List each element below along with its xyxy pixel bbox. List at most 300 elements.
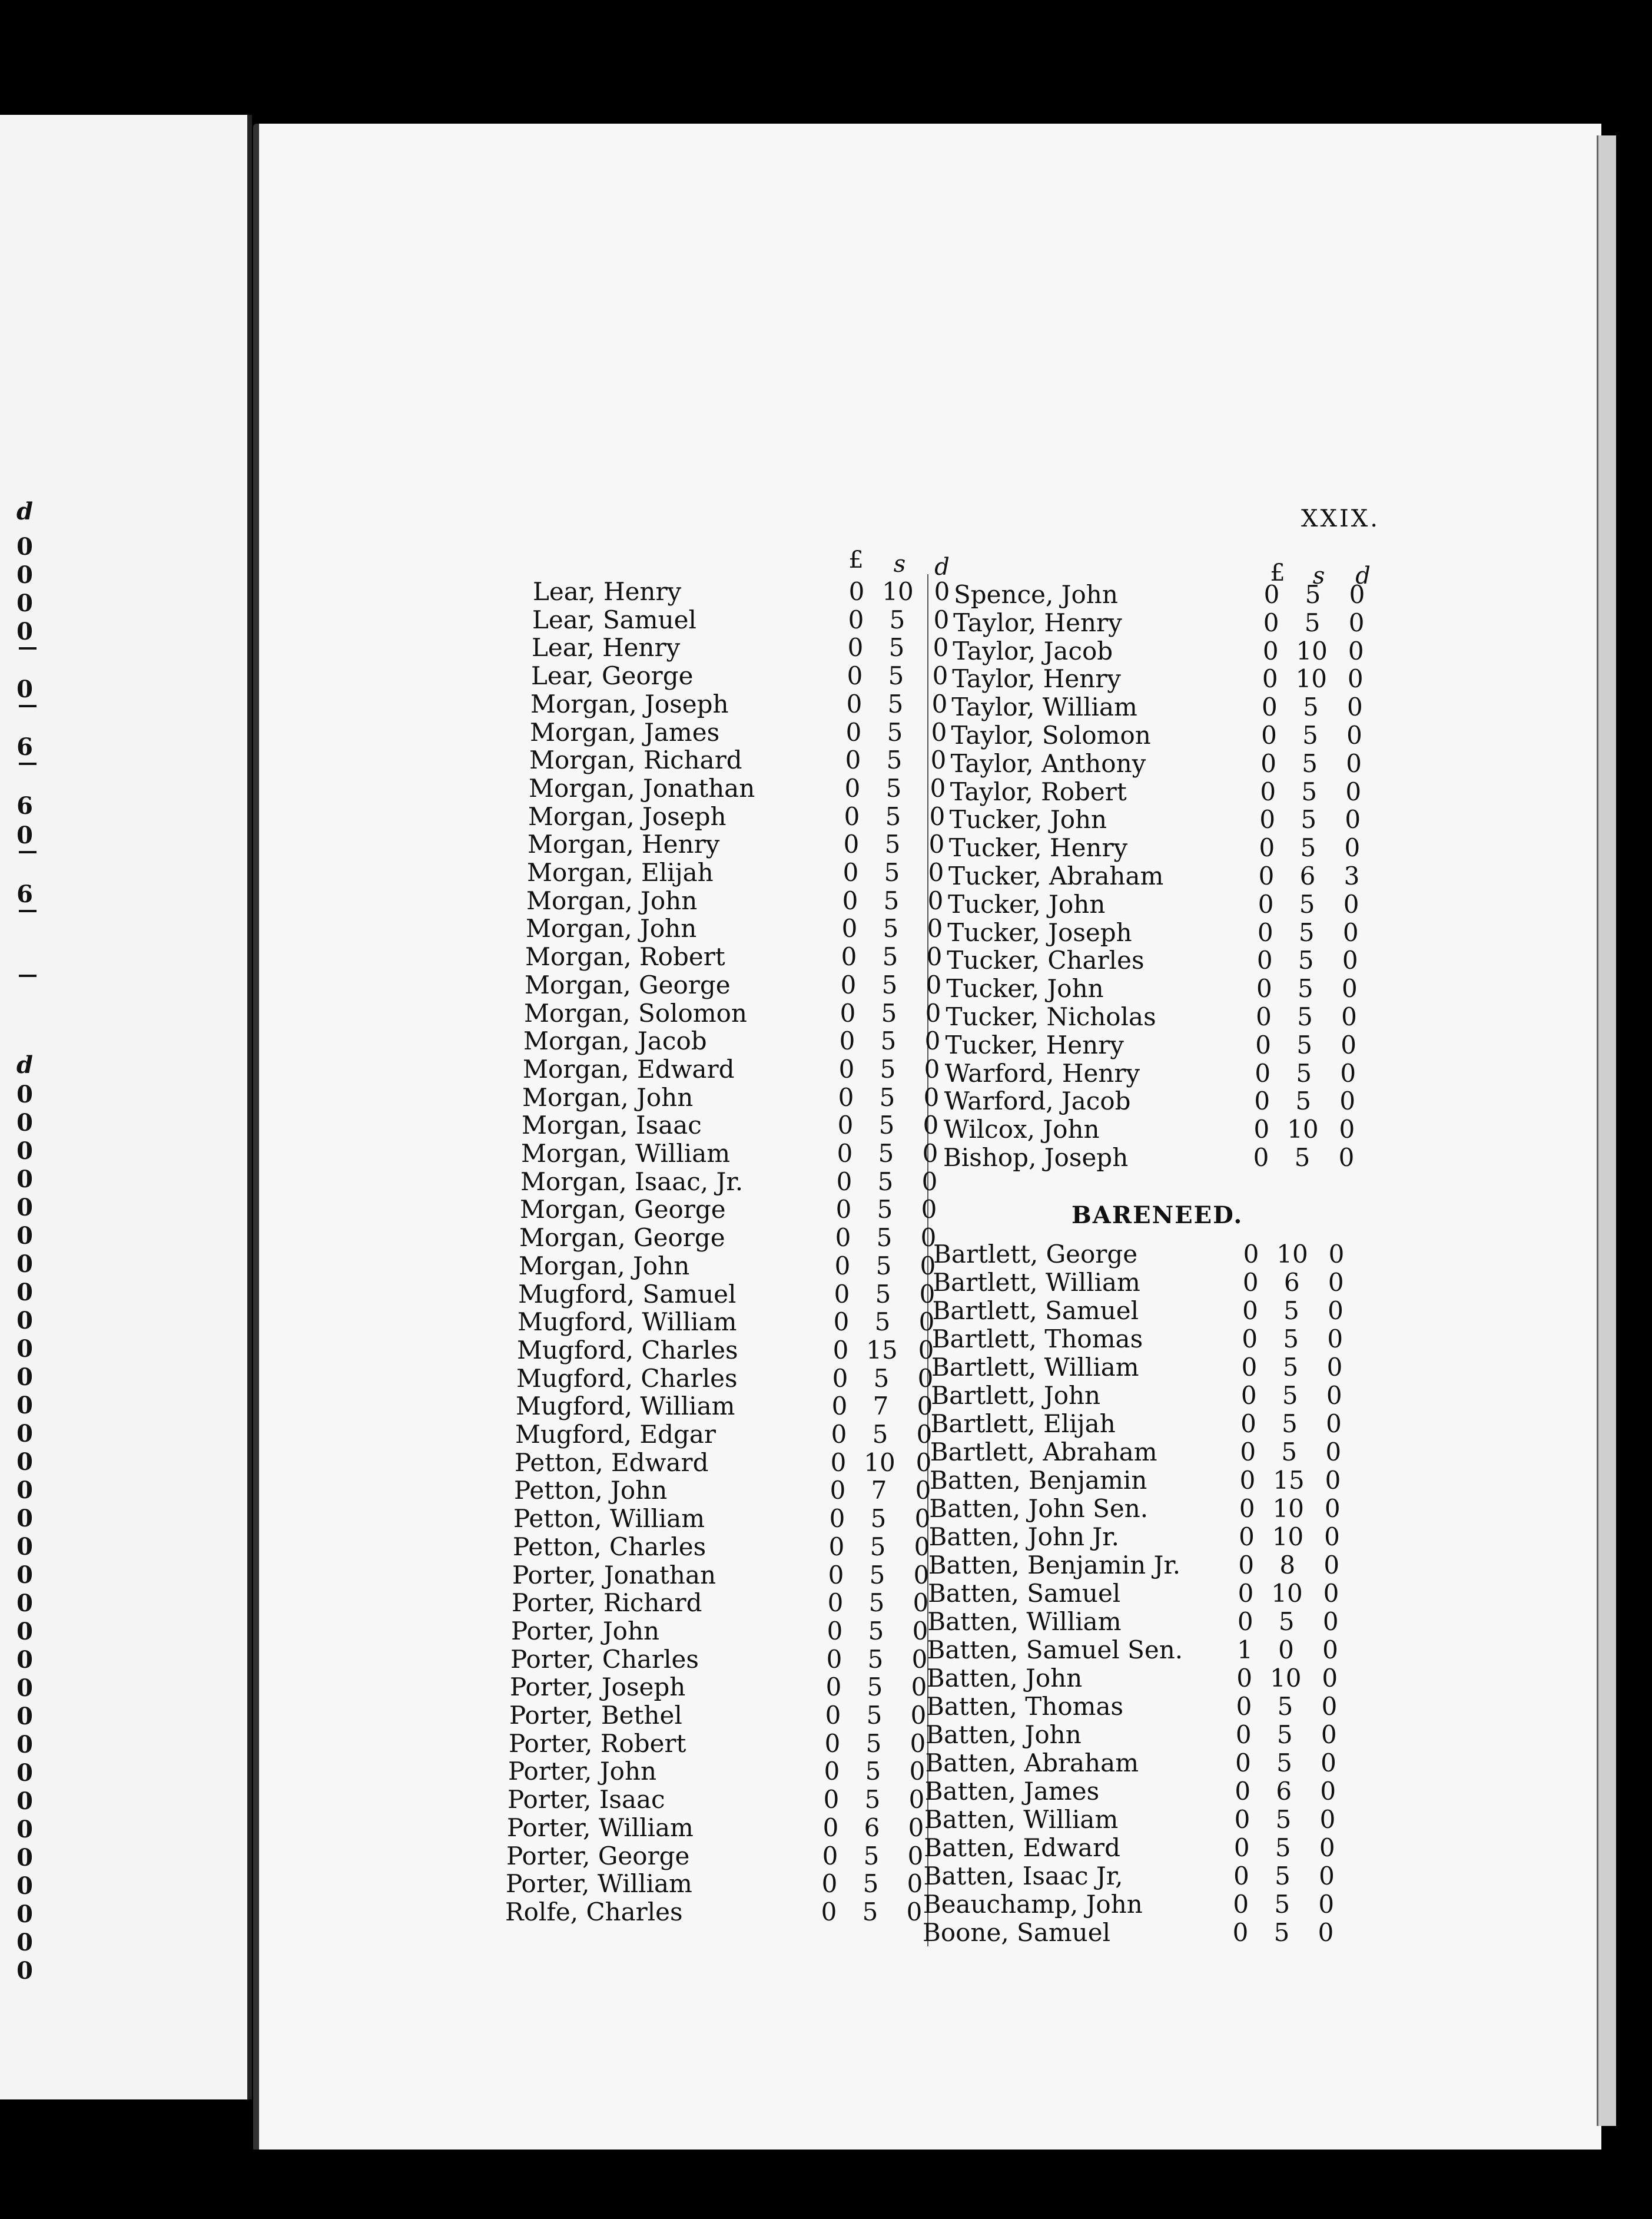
entry-shillings: 5 <box>1298 974 1313 1003</box>
entry-shillings: 10 <box>1271 1579 1303 1608</box>
list-entry <box>954 580 1652 608</box>
entry-pence: 0 <box>929 802 946 831</box>
entry-name: Porter, Isaac <box>507 1785 665 1814</box>
entry-pounds: 0 <box>1235 1777 1251 1806</box>
entry-name: Lear, Henry <box>533 577 682 606</box>
left-pence-value: 0 <box>16 1759 33 1787</box>
entry-name: Wilcox, John <box>943 1115 1100 1144</box>
entry-pounds: 0 <box>1262 664 1278 694</box>
entry-name: Porter, William <box>507 1813 694 1842</box>
entry-name: Taylor, Henry <box>952 664 1122 694</box>
entry-shillings: 7 <box>871 1476 887 1505</box>
left-pence-value: 0 <box>16 1448 33 1476</box>
left-pence-column <box>13 115 37 2058</box>
left-rule <box>19 910 37 912</box>
entry-pence: 0 <box>1325 1438 1342 1466</box>
entry-pounds: 0 <box>1233 1862 1249 1890</box>
entry-pounds: 0 <box>1259 833 1275 863</box>
entry-shillings: 5 <box>1283 1296 1299 1325</box>
entry-shillings: 10 <box>864 1448 895 1477</box>
entry-shillings: 5 <box>886 746 903 775</box>
entry-pence: 0 <box>927 914 943 943</box>
entry-name: Porter, Charles <box>510 1644 699 1674</box>
entry-pounds: 0 <box>1237 1607 1253 1636</box>
list-entry <box>946 1002 1652 1031</box>
entry-name: Taylor, Anthony <box>950 749 1146 778</box>
entry-pounds: 0 <box>1232 1918 1249 1947</box>
page-number: XXIX. <box>1301 505 1380 532</box>
entry-pence: 0 <box>1318 1918 1334 1947</box>
entry-pounds: 0 <box>1260 749 1276 778</box>
entry-pounds: 0 <box>828 1532 845 1561</box>
entry-shillings: 5 <box>1275 1805 1292 1834</box>
entry-name: Batten, Isaac Jr, <box>923 1862 1123 1890</box>
entry-pounds: 0 <box>829 1504 845 1534</box>
entry-name: Batten, Abraham <box>925 1748 1139 1777</box>
left-pence-value: 0 <box>16 1420 33 1448</box>
list-entry <box>925 1777 1631 1805</box>
entry-pence: 0 <box>1321 1692 1338 1721</box>
entry-name: Rolfe, Charles <box>505 1897 683 1926</box>
entry-pence: 0 <box>1324 1522 1340 1551</box>
entry-name: Morgan, Joseph <box>530 689 729 718</box>
entry-name: Spence, John <box>954 580 1118 609</box>
list-entry <box>927 1607 1634 1635</box>
left-pence-value: 0 <box>16 1533 33 1561</box>
left-pence-value: 0 <box>16 1957 33 1985</box>
entry-shillings: 5 <box>877 1195 893 1224</box>
entry-shillings: 5 <box>887 689 904 718</box>
entry-pounds: 0 <box>827 1588 844 1618</box>
left-rule <box>19 975 37 977</box>
entry-shillings: 5 <box>1296 1058 1312 1088</box>
entry-pence: 0 <box>1325 1466 1341 1495</box>
list-entry <box>946 1031 1652 1059</box>
entry-shillings: 5 <box>874 1307 891 1337</box>
entry-shillings: 5 <box>881 970 898 999</box>
entry-pounds: 0 <box>838 1054 855 1084</box>
entry-pounds: 0 <box>845 717 862 747</box>
entry-shillings: 10 <box>882 577 914 606</box>
entry-pounds: 0 <box>1242 1268 1259 1297</box>
left-pence-value: 6 <box>16 880 33 908</box>
entry-shillings: 5 <box>868 1588 885 1618</box>
left-pence-value: 0 <box>16 1476 33 1504</box>
entry-pounds: 0 <box>833 1307 850 1337</box>
entry-pence: 0 <box>1322 1664 1338 1693</box>
left-page-fragment <box>0 115 252 2099</box>
entry-pounds: 0 <box>1255 1058 1271 1088</box>
entry-pounds: 0 <box>846 689 863 718</box>
entry-pounds: 1 <box>1237 1635 1253 1664</box>
list-entry <box>932 1324 1638 1353</box>
left-pence-value: 0 <box>16 1674 33 1702</box>
entry-shillings: 6 <box>1276 1777 1292 1806</box>
entry-name: Batten, John <box>925 1720 1082 1749</box>
entry-pence: 0 <box>928 858 944 887</box>
entry-pounds: 0 <box>825 1672 842 1702</box>
list-entry <box>520 1195 1226 1223</box>
entry-shillings: 5 <box>888 661 904 691</box>
left-pence-value: 0 <box>16 1165 33 1193</box>
entry-name: Morgan, William <box>521 1139 731 1168</box>
left-pence-value: 0 <box>16 1844 33 1872</box>
entry-name: Batten, Benjamin Jr. <box>928 1551 1181 1579</box>
entry-name: Porter, John <box>511 1616 660 1645</box>
entry-name: Porter, William <box>506 1869 692 1899</box>
entry-pence: 0 <box>924 1054 940 1084</box>
entry-name: Bishop, Joseph <box>943 1143 1129 1172</box>
entry-name: Morgan, James <box>530 717 720 747</box>
entry-shillings: 5 <box>884 830 901 859</box>
entry-pounds: 0 <box>1253 1115 1270 1144</box>
entry-pence: 0 <box>1321 1748 1336 1777</box>
entry-shillings: 5 <box>1296 1030 1312 1059</box>
entry-name: Bartlett, John <box>931 1381 1101 1410</box>
entry-name: Morgan, George <box>519 1223 725 1253</box>
col2-pence-header: d <box>1355 562 1371 589</box>
entry-shillings: 5 <box>875 1279 891 1309</box>
entry-shillings: 10 <box>1270 1664 1302 1693</box>
entry-name: Morgan, Solomon <box>524 998 747 1028</box>
entry-pounds: 0 <box>832 1335 849 1364</box>
entry-pounds: 0 <box>1262 693 1278 722</box>
entry-shillings: 5 <box>1301 805 1317 834</box>
entry-name: Lear, George <box>531 661 694 691</box>
entry-pounds: 0 <box>834 1251 851 1280</box>
entry-pence: 0 <box>1326 1353 1343 1382</box>
list-entry <box>953 608 1652 637</box>
entry-name: Lear, Samuel <box>532 605 696 634</box>
left-pence-value: 0 <box>16 1872 33 1900</box>
entry-name: Mugford, William <box>518 1307 737 1337</box>
entry-name: Porter, Jonathan <box>512 1560 716 1589</box>
entry-pounds: 0 <box>1240 1409 1256 1438</box>
entry-pence: 0 <box>908 1813 924 1842</box>
entry-pence: 0 <box>1349 580 1365 609</box>
entry-shillings: 5 <box>883 914 899 943</box>
entry-name: Tucker, Abraham <box>948 862 1164 890</box>
entry-pence: 0 <box>920 1223 937 1253</box>
entry-shillings: 5 <box>880 1054 896 1084</box>
entry-name: Morgan, John <box>526 914 697 943</box>
entry-pounds: 0 <box>839 1026 855 1056</box>
entry-pounds: 0 <box>841 914 858 943</box>
entry-pence: 0 <box>1343 889 1359 919</box>
entry-pounds: 0 <box>1240 1438 1256 1466</box>
entry-pence: 0 <box>912 1616 928 1645</box>
entry-shillings: 5 <box>873 1363 890 1393</box>
entry-name: Batten, John Sen. <box>929 1494 1149 1523</box>
list-entry <box>927 1664 1633 1692</box>
entry-pounds: 0 <box>842 858 859 887</box>
left-pence-value: 0 <box>16 1109 33 1137</box>
left-pence-value: 0 <box>16 1335 33 1363</box>
entry-shillings: 5 <box>875 1251 892 1280</box>
entry-pence: 0 <box>915 1476 931 1505</box>
list-entry <box>928 1579 1634 1607</box>
entry-pence: 0 <box>933 605 950 634</box>
entry-name: Tucker, John <box>948 889 1106 919</box>
entry-pence: 0 <box>913 1588 929 1618</box>
entry-pence: 0 <box>931 717 947 747</box>
list-entry <box>933 1296 1639 1324</box>
list-entry <box>925 1720 1632 1748</box>
entry-pence: 0 <box>1327 1324 1344 1353</box>
entry-pence: 0 <box>913 1560 930 1589</box>
entry-pence: 0 <box>930 746 947 775</box>
entry-pence: 0 <box>1346 721 1362 750</box>
list-entry <box>950 777 1652 806</box>
entry-pence: 0 <box>928 830 945 859</box>
list-entry <box>951 693 1652 721</box>
entry-pence: 0 <box>915 1448 932 1477</box>
entry-pence: 0 <box>909 1757 925 1786</box>
entry-pounds: 0 <box>823 1785 840 1814</box>
entry-pence: 0 <box>1342 946 1358 975</box>
entry-shillings: 10 <box>1287 1115 1319 1144</box>
entry-pounds: 0 <box>1258 862 1275 890</box>
entry-shillings: 15 <box>866 1335 898 1364</box>
entry-pounds: 0 <box>1257 918 1273 947</box>
entry-name: Lear, Henry <box>532 633 681 663</box>
entry-pounds: 0 <box>1254 1087 1270 1116</box>
entry-pounds: 0 <box>830 1476 846 1505</box>
entry-name: Morgan, John <box>526 886 698 915</box>
entry-name: Boone, Samuel <box>923 1918 1111 1947</box>
entry-shillings: 6 <box>864 1813 880 1842</box>
entry-pounds: 0 <box>840 970 857 999</box>
entry-pence: 0 <box>910 1701 927 1730</box>
left-pence-value: 0 <box>16 1363 33 1391</box>
entry-pounds: 0 <box>1239 1522 1255 1551</box>
entry-name: Tucker, Joseph <box>947 918 1132 947</box>
left-pence-value: 0 <box>16 1392 33 1419</box>
left-pence-value: 0 <box>16 1250 33 1278</box>
entry-pounds: 0 <box>824 1757 840 1786</box>
entry-pounds: 0 <box>848 605 864 634</box>
entry-name: Warford, Henry <box>944 1058 1140 1088</box>
entry-pounds: 0 <box>827 1616 843 1645</box>
entry-shillings: 5 <box>1276 1720 1293 1749</box>
list-entry <box>950 805 1652 833</box>
entry-pence: 0 <box>922 1139 938 1168</box>
col1-pence-header: d <box>934 554 950 581</box>
entry-name: Morgan, Isaac <box>522 1111 702 1140</box>
entry-shillings: 5 <box>878 1139 894 1168</box>
entry-name: Mugford, Charles <box>517 1335 738 1364</box>
entry-name: Morgan, Elijah <box>527 858 714 887</box>
entry-name: Taylor, Jacob <box>953 636 1113 665</box>
entry-pence: 0 <box>916 1420 933 1449</box>
entry-pence: 0 <box>1339 1115 1355 1144</box>
entry-pence: 0 <box>930 773 946 803</box>
entry-shillings: 5 <box>1302 749 1318 778</box>
entry-name: Batten, William <box>927 1607 1122 1636</box>
entry-pence: 0 <box>917 1392 933 1421</box>
left-rule <box>19 763 37 765</box>
entry-name: Batten, Edward <box>924 1833 1121 1862</box>
entry-pounds: 0 <box>821 1869 838 1899</box>
entry-name: Tucker, John <box>946 974 1104 1003</box>
entry-pence: 0 <box>921 1195 937 1224</box>
entry-pence: 0 <box>1342 918 1359 947</box>
entry-pounds: 0 <box>1253 1143 1269 1172</box>
list-entry <box>933 1268 1639 1296</box>
entry-shillings: 5 <box>1294 1143 1311 1172</box>
entry-shillings: 6 <box>1299 862 1316 890</box>
entry-pence: 0 <box>1338 1143 1355 1172</box>
entry-pounds: 0 <box>840 998 856 1028</box>
entry-pounds: 0 <box>1236 1664 1253 1693</box>
entry-pounds: 0 <box>1259 805 1276 834</box>
entry-pence: 0 <box>933 633 949 663</box>
list-entry <box>945 1059 1651 1087</box>
entry-name: Mugford, Edgar <box>515 1420 716 1449</box>
entry-shillings: 5 <box>879 1082 895 1112</box>
entry-shillings: 5 <box>888 633 905 663</box>
entry-pounds: 0 <box>837 1139 853 1168</box>
list-entry <box>944 1115 1650 1143</box>
list-entry <box>930 1438 1637 1466</box>
entry-pounds: 0 <box>826 1644 842 1674</box>
entry-pence: 0 <box>908 1785 925 1814</box>
list-entry <box>952 664 1652 693</box>
left-pence-value: 0 <box>16 1929 33 1956</box>
entry-name: Porter, John <box>508 1757 657 1786</box>
left-pence-value: 0 <box>16 1505 33 1532</box>
entry-shillings: 5 <box>1274 1890 1291 1919</box>
entry-name: Morgan, Robert <box>525 942 725 972</box>
entry-shillings: 5 <box>1281 1438 1298 1466</box>
left-pence-header: d <box>16 498 33 525</box>
entry-shillings: 5 <box>880 1026 897 1056</box>
entry-name: Beauchamp, John <box>923 1890 1143 1919</box>
entry-name: Bartlett, William <box>931 1353 1139 1382</box>
entry-shillings: 5 <box>865 1757 881 1786</box>
left-pence-value: 0 <box>16 675 33 703</box>
entry-pence: 0 <box>926 942 943 972</box>
entry-pence: 0 <box>1321 1720 1337 1749</box>
entry-shillings: 5 <box>881 998 897 1028</box>
entry-shillings: 5 <box>1298 918 1315 947</box>
entry-pounds: 0 <box>1242 1324 1258 1353</box>
left-pence-value: 0 <box>16 1279 33 1306</box>
col2-pounds-header: £ <box>1270 559 1285 587</box>
entry-pence: 0 <box>1347 693 1363 722</box>
entry-pence: 0 <box>1319 1805 1336 1834</box>
entry-name: Tucker, John <box>949 805 1107 834</box>
section-title-bareneed: BARENEED. <box>1072 1201 1243 1229</box>
entry-pounds: 0 <box>1243 1240 1259 1269</box>
entry-name: Porter, Richard <box>512 1588 702 1618</box>
left-pence-value: 0 <box>16 561 33 589</box>
entry-shillings: 5 <box>885 802 901 831</box>
list-entry <box>949 833 1652 862</box>
left-rule <box>19 647 37 650</box>
entry-pence: 0 <box>914 1532 930 1561</box>
entry-pence: 0 <box>1348 636 1364 665</box>
list-entry <box>948 890 1652 918</box>
entry-shillings: 5 <box>1299 889 1315 919</box>
entry-shillings: 5 <box>887 717 903 747</box>
entry-name: Batten, John <box>926 1664 1083 1693</box>
entry-shillings: 7 <box>873 1392 889 1421</box>
entry-pounds: 0 <box>824 1728 841 1758</box>
entry-shillings: 5 <box>1305 580 1321 609</box>
entry-pence: 0 <box>1346 749 1362 778</box>
entry-name: Tucker, Nicholas <box>946 1002 1156 1031</box>
entry-shillings: 5 <box>865 1728 882 1758</box>
entry-name: Batten, John Jr. <box>928 1522 1119 1551</box>
list-entry <box>929 1522 1636 1551</box>
entry-name: Morgan, John <box>522 1082 694 1112</box>
list-entry <box>947 946 1652 974</box>
entry-pounds: 0 <box>1235 1748 1251 1777</box>
entry-pence: 0 <box>918 1335 934 1364</box>
entry-pounds: 0 <box>843 830 860 859</box>
entry-pounds: 0 <box>837 1111 854 1140</box>
list-entry <box>927 1635 1634 1664</box>
list-entry <box>953 637 1652 665</box>
entry-name: Porter, Robert <box>509 1728 686 1758</box>
entry-pounds: 0 <box>836 1167 852 1196</box>
entry-pounds: 0 <box>1258 889 1274 919</box>
entry-pounds: 0 <box>1263 608 1279 637</box>
entry-shillings: 5 <box>1300 833 1316 863</box>
entry-name: Taylor, Robert <box>950 777 1127 806</box>
entry-pounds: 0 <box>828 1560 844 1589</box>
list-entry <box>930 1466 1636 1494</box>
entry-name: Bartlett, William <box>933 1268 1140 1297</box>
entry-pounds: 0 <box>1256 1002 1272 1031</box>
entry-name: Bartlett, Elijah <box>930 1409 1116 1438</box>
left-pence-value: 0 <box>16 1900 33 1928</box>
entry-pounds: 0 <box>1235 1720 1252 1749</box>
list-entry <box>931 1381 1637 1409</box>
entry-shillings: 10 <box>1276 1240 1308 1269</box>
entry-pounds: 0 <box>844 802 860 831</box>
entry-pounds: 0 <box>831 1420 847 1449</box>
entry-pounds: 0 <box>1262 636 1279 665</box>
entry-shillings: 10 <box>1296 636 1328 665</box>
entry-name: Bartlett, George <box>933 1240 1138 1269</box>
entry-pounds: 0 <box>831 1392 848 1421</box>
entry-pence: 0 <box>1339 1087 1356 1116</box>
list-entry <box>926 1692 1633 1720</box>
entry-shillings: 10 <box>1272 1522 1304 1551</box>
entry-shillings: 5 <box>863 1841 880 1870</box>
entry-pence: 3 <box>1344 862 1360 890</box>
entry-name: Porter, Bethel <box>509 1701 682 1730</box>
entry-pounds: 0 <box>1256 946 1273 975</box>
list-entry <box>951 721 1652 749</box>
entry-pounds: 0 <box>1233 1833 1250 1862</box>
left-pence-value: 0 <box>16 1194 33 1221</box>
entry-name: Morgan, Joseph <box>528 802 727 831</box>
entry-pounds: 0 <box>1233 1890 1249 1919</box>
entry-shillings: 5 <box>1282 1381 1298 1410</box>
entry-shillings: 5 <box>866 1701 883 1730</box>
list-entry <box>943 1143 1650 1171</box>
entry-pence: 0 <box>927 886 944 915</box>
entry-shillings: 5 <box>864 1785 881 1814</box>
entry-pounds: 0 <box>830 1448 847 1477</box>
entry-pounds: 0 <box>847 633 864 663</box>
entry-pence: 0 <box>1328 1240 1345 1269</box>
entry-shillings: 10 <box>1295 664 1328 694</box>
left-pence-value: 0 <box>16 1589 33 1617</box>
